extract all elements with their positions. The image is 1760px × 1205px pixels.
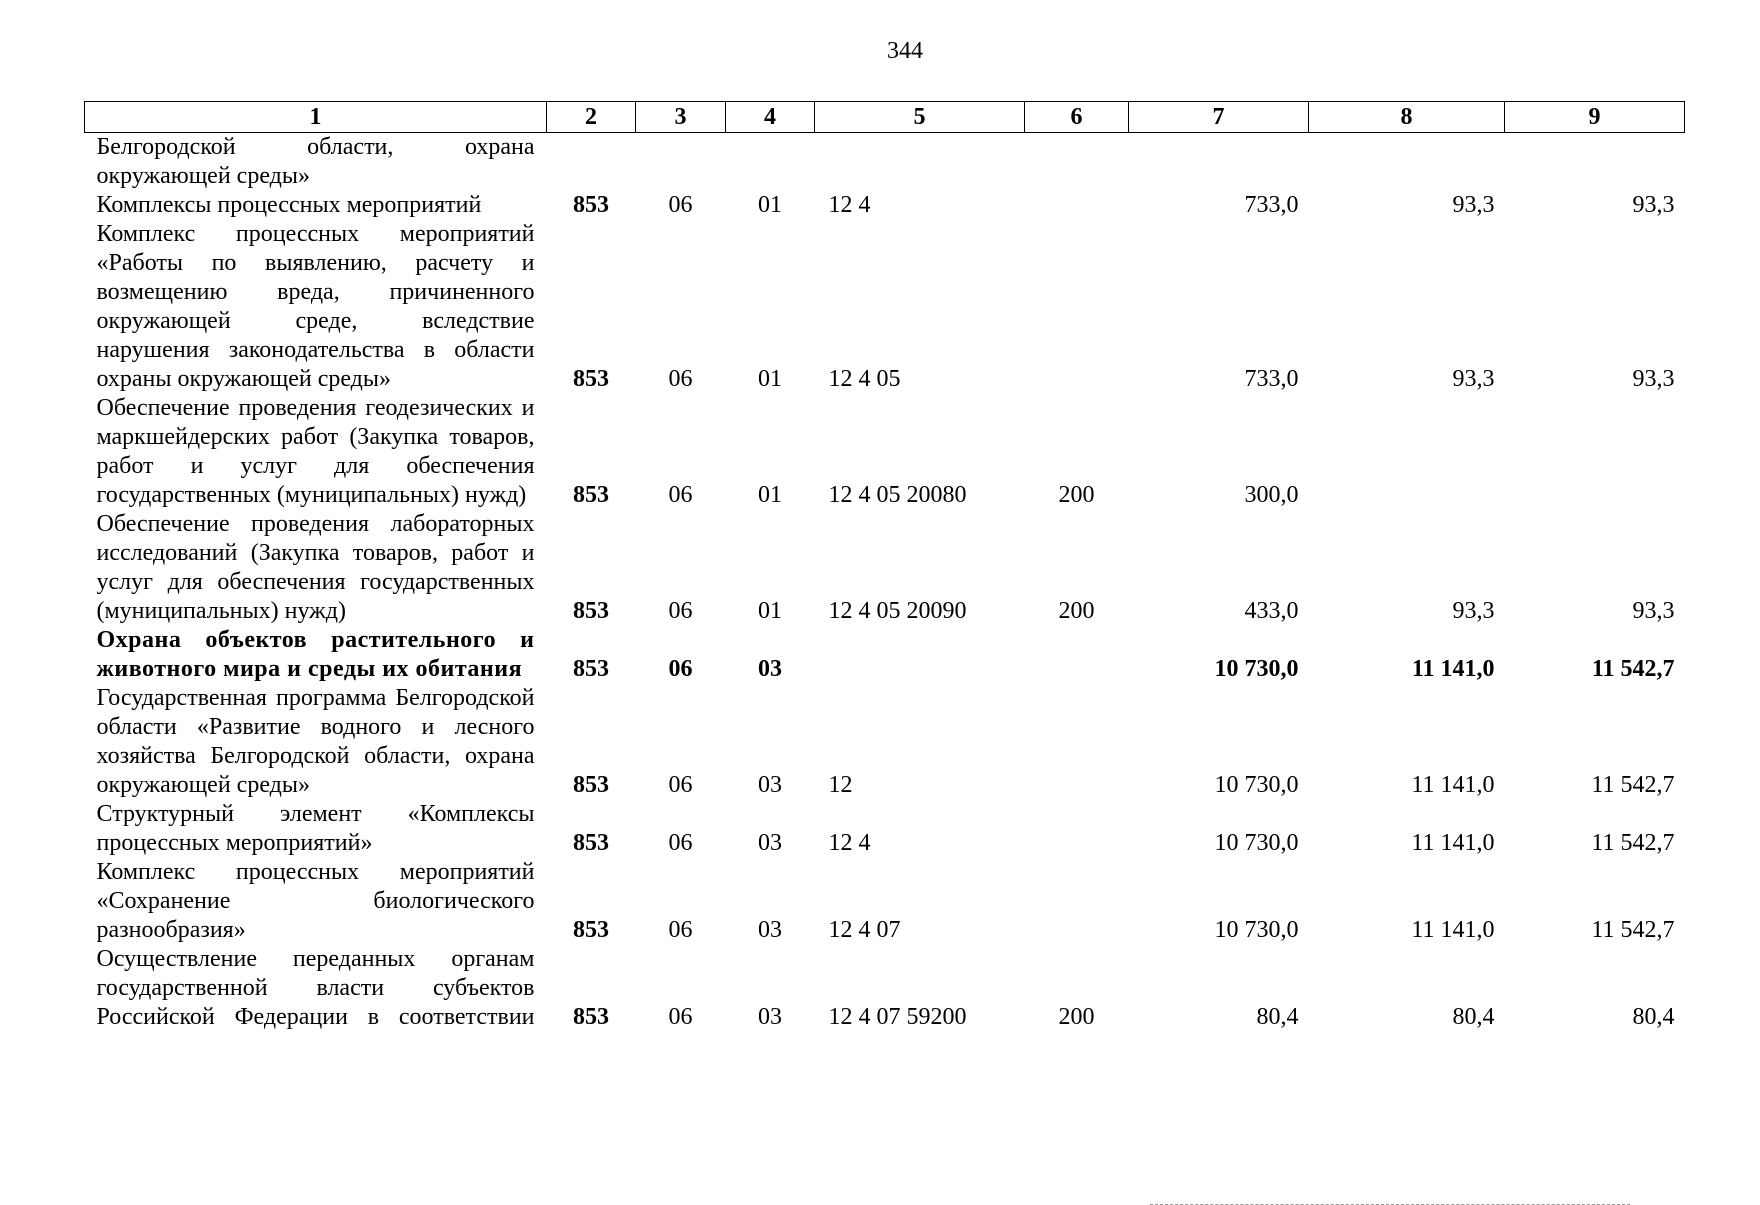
expense-type-cell: [1025, 800, 1129, 858]
amount-col8-cell: 93,3: [1452, 598, 1495, 624]
amount-col7-cell: 733,0: [1244, 366, 1299, 392]
expense-type-cell: [1025, 684, 1129, 800]
amount-col8-cell: 11 141,0: [1411, 656, 1495, 682]
row-name-cell: Охрана объектов растительного и животного мира и среды их обитания: [96, 627, 535, 682]
section-code-cell: 06: [668, 830, 693, 856]
section-code-cell: 06: [668, 192, 693, 218]
row-name-cell: Обеспечение проведения лабораторных исследований (Закупка товаров, работ и услуг для обеспечения государственных (муниципальных) нужд): [96, 511, 535, 624]
amount-col7-cell: 10 730,0: [1214, 830, 1299, 856]
expense-type-cell: [1025, 133, 1129, 192]
expense-type-cell: 200: [1058, 598, 1095, 624]
amount-col7-cell: [1129, 133, 1309, 192]
table-row: [85, 133, 1685, 192]
amount-col8-cell: 80,4: [1452, 1004, 1495, 1030]
amount-col9-cell: 93,3: [1632, 192, 1675, 218]
expense-type-cell: [1025, 858, 1129, 945]
row-name-cell: Обеспечение проведения геодезических и маркшейдерских работ (Закупка товаров, работ и услуг для обеспечения государственных (муниципальных) нужд): [96, 395, 535, 508]
section-code-cell: 06: [668, 656, 693, 682]
grbs-code-cell: 853: [573, 192, 609, 218]
amount-col9-cell: 93,3: [1632, 598, 1675, 624]
amount-col9-cell: 11 542,7: [1591, 917, 1675, 943]
target-article-cell: 12 4 05: [828, 366, 901, 392]
subsection-code-cell: 03: [758, 830, 782, 856]
section-code-cell: 06: [668, 598, 693, 624]
subsection-code-cell: 03: [758, 656, 782, 682]
amount-col7-cell: 80,4: [1256, 1004, 1299, 1030]
header-cell: 6: [1025, 102, 1129, 133]
table-row: [85, 191, 1685, 220]
row-name-cell: Комплексы процессных мероприятий: [96, 192, 482, 218]
target-article-cell: 12: [828, 772, 853, 798]
expense-type-cell: 200: [1058, 1004, 1095, 1030]
amount-col9-cell: [1505, 133, 1685, 192]
subsection-code-cell: 03: [758, 917, 782, 943]
expense-type-cell: [1025, 220, 1129, 394]
amount-col8-cell: 93,3: [1452, 192, 1495, 218]
table-row: [85, 858, 1685, 945]
grbs-code-cell: 853: [573, 366, 609, 392]
header-cell: 7: [1129, 102, 1309, 133]
grbs-code-cell: 853: [573, 772, 609, 798]
amount-col8-cell: 11 141,0: [1411, 772, 1495, 798]
header-cell: 5: [815, 102, 1025, 133]
amount-col7-cell: 433,0: [1244, 598, 1299, 624]
target-article-cell: 12 4 05 20080: [828, 482, 967, 508]
amount-col9-cell: 11 542,7: [1591, 830, 1675, 856]
grbs-code-cell: 853: [573, 830, 609, 856]
header-cell: 8: [1309, 102, 1505, 133]
subsection-code-cell: 01: [758, 366, 782, 392]
grbs-code-cell: 853: [573, 482, 609, 508]
target-article-cell: [815, 626, 1025, 684]
subsection-code-cell: 03: [758, 772, 782, 798]
subsection-code-cell: 01: [758, 598, 782, 624]
target-article-cell: 12 4: [828, 192, 871, 218]
amount-col7-cell: 10 730,0: [1214, 772, 1299, 798]
amount-col9-cell: [1505, 394, 1685, 510]
amount-col7-cell: 733,0: [1244, 192, 1299, 218]
table-row: [85, 394, 1685, 510]
target-article-cell: 12 4 07 59200: [828, 1004, 967, 1030]
grbs-code-cell: 853: [573, 656, 609, 682]
grbs-code-cell: 853: [573, 598, 609, 624]
subsection-code-cell: 01: [758, 192, 782, 218]
grbs-code-cell: 853: [573, 1004, 609, 1030]
row-name-cell: Государственная программа Белгородской области «Развитие водного и лесного хозяйства Белгородской области, охрана окружающей среды»: [96, 685, 535, 798]
header-cell: 3: [636, 102, 726, 133]
header-cell: 2: [547, 102, 636, 133]
expense-type-cell: [1025, 191, 1129, 220]
page-number: 344: [887, 38, 923, 64]
row-name-cell: Белгородской области, охрана окружающей среды»: [96, 134, 535, 189]
header-cell: 1: [85, 102, 547, 133]
section-code-cell: [636, 133, 726, 192]
subsection-code-cell: 01: [758, 482, 782, 508]
target-article-cell: [815, 133, 1025, 192]
table-row: [85, 800, 1685, 858]
amount-col9-cell: 11 542,7: [1591, 656, 1675, 682]
table-row: [85, 684, 1685, 800]
section-code-cell: 06: [668, 917, 693, 943]
section-code-cell: 06: [668, 482, 693, 508]
amount-col8-cell: [1309, 133, 1505, 192]
header-cell: 9: [1505, 102, 1685, 133]
budget-table: [84, 101, 1685, 1032]
target-article-cell: 12 4: [828, 830, 871, 856]
table-row: [85, 510, 1685, 626]
amount-col7-cell: 10 730,0: [1214, 656, 1299, 682]
amount-col8-cell: 11 141,0: [1411, 830, 1495, 856]
grbs-code-cell: [547, 133, 636, 192]
amount-col9-cell: 11 542,7: [1591, 772, 1675, 798]
row-name-cell: Структурный элемент «Комплексы процессных мероприятий»: [96, 801, 535, 856]
expense-type-cell: [1025, 626, 1129, 684]
row-name-cell: Комплекс процессных мероприятий «Работы по выявлению, расчету и возмещению вреда, причиненного окружающей среде, вследствие нарушения законодательства в области охраны окружающей среды»: [96, 221, 535, 392]
amount-col7-cell: 10 730,0: [1214, 917, 1299, 943]
section-code-cell: 06: [668, 1004, 693, 1030]
amount-col8-cell: 93,3: [1452, 366, 1495, 392]
table-header-row: [85, 102, 1685, 133]
section-code-cell: 06: [668, 772, 693, 798]
grbs-code-cell: 853: [573, 917, 609, 943]
table-row: [85, 945, 1685, 1032]
target-article-cell: 12 4 07: [828, 917, 901, 943]
expense-type-cell: 200: [1058, 482, 1095, 508]
target-article-cell: 12 4 05 20090: [828, 598, 967, 624]
amount-col8-cell: [1309, 394, 1505, 510]
table-row: [85, 626, 1685, 684]
row-name-cell: Комплекс процессных мероприятий «Сохранение биологического разнообразия»: [96, 859, 535, 943]
amount-col9-cell: 80,4: [1632, 1004, 1675, 1030]
table-row: [85, 220, 1685, 394]
section-code-cell: 06: [668, 366, 693, 392]
row-name-cell: Осуществление переданных органам государственной власти субъектов Российской Федерации в соответствии: [96, 946, 535, 1030]
amount-col7-cell: 300,0: [1244, 482, 1299, 508]
amount-col8-cell: 11 141,0: [1411, 917, 1495, 943]
subsection-code-cell: [726, 133, 815, 192]
header-cell: 4: [726, 102, 815, 133]
subsection-code-cell: 03: [758, 1004, 782, 1030]
amount-col9-cell: 93,3: [1632, 366, 1675, 392]
